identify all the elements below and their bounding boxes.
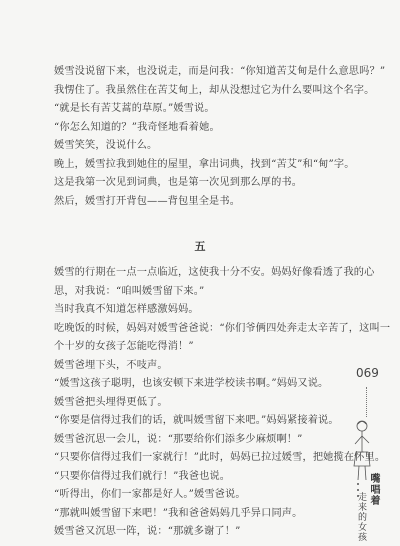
paragraph: 个十岁的女孩子怎能吃得消！” [54,341,194,352]
paragraph: 媛雪笑笑，没说什么。 [54,140,158,151]
paragraph: 晚上，媛雪拉我到她住的屋里，拿出词典，找到“苦艾”和“甸”字。 [54,158,355,170]
page-number: 069 [356,366,379,380]
paragraph: 媛雪爸埋下头，不吱声。 [54,359,168,371]
paragraph: 这是我第一次见到词典，也是第一次见到那么厚的书。 [54,177,303,188]
paragraph: 媛雪的行期在一点一点临近，这使我十分不安。妈妈好像看透了我的心 [54,267,375,278]
paragraph: 思，对我说：“咱叫媛雪留下来。” [54,285,205,297]
paragraph: 媛雪爸又沉思一阵，说：“那就多谢了！” [54,526,241,537]
dotted-divider [366,387,369,417]
body-text-top [54,63,386,211]
section-heading: 五 [194,240,206,253]
paragraph: “你要是信得过我们的话，就叫媛雪留下来吧。”妈妈紧接着说。 [54,415,339,426]
paragraph: 吃晚饭的时候，妈妈对媛雪爸爸说：“你们爷俩四处奔走太辛苦了，这叫一 [54,322,391,334]
paragraph: 然后，媛雪打开背包——背包里全是书。 [54,195,241,207]
paragraph: 我愣住了。我虽然住在苦艾甸上，却从没想过它为什么要叫这个名字。 [54,84,375,96]
paragraph: 媛雪没说留下来，也没说走，而是问我：“你知道苦艾甸是什么意思吗？” [54,66,386,77]
paragraph: 媛雪爸把头埋得更低了。 [54,396,168,408]
paragraph: “只要你信得过我们一家就行！”此时，妈妈已拉过媛雪，把她揽在怀里。 [54,452,386,463]
logo-subtitle: 走来的女孩 [356,492,366,542]
paragraph: “那就叫媛雪留下来吧！”我和爸爸妈妈几乎异口同声。 [54,507,303,519]
paragraph: “听得出，你们一家都是好人。”媛雪爸说。 [54,489,246,500]
paragraph: “你怎么知道的？”我奇怪地看着她。 [54,121,220,133]
paragraph: “就是长有苦艾蒿的草原。”媛雪说。 [54,103,215,114]
paragraph: “媛雪这孩子聪明，也该安顿下来进学校读书啊。”妈妈又说。 [54,378,329,389]
paragraph: “只要你信得过我们就行！”我爸也说。 [54,470,231,482]
paragraph: 媛雪爸沉思一会儿，说：“那要给你们添多少麻烦啊！” [54,433,303,445]
logo-title: 嘴唱着 [368,473,379,506]
paragraph: 当时我真不知道怎样感激妈妈。 [54,304,199,315]
